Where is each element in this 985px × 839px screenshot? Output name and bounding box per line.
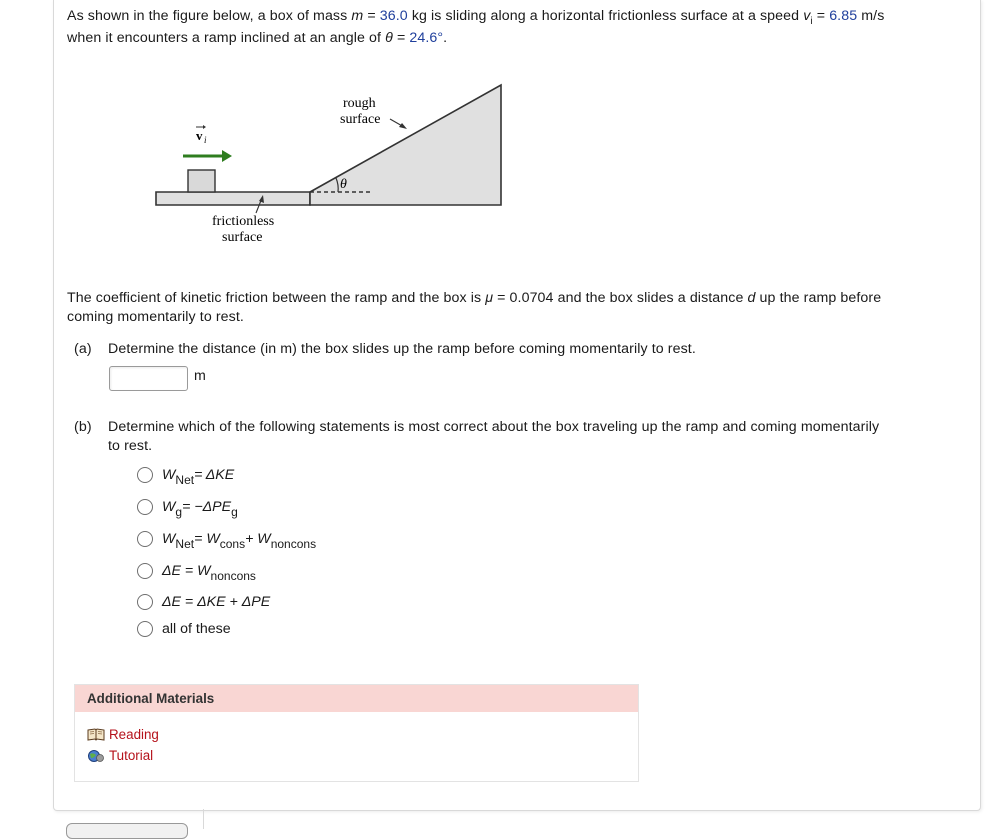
problem-intro-line1: As shown in the figure below, a box of mass m = 36.0 kg is sliding along a horizontal frictionless surface at a speed $v_i = 6.85$ m/s: [67, 8, 885, 27]
radio-button[interactable]: [137, 467, 153, 483]
option-all-of-these[interactable]: all of these: [137, 621, 231, 637]
tutorial-link[interactable]: Tutorial: [87, 748, 153, 763]
mass-value: 36.0: [379, 8, 408, 24]
radio-button[interactable]: [137, 531, 153, 547]
book-icon: [87, 728, 105, 742]
submit-answer-button[interactable]: [66, 823, 188, 839]
tutorial-icon: [87, 749, 105, 763]
additional-materials-panel: [74, 684, 639, 782]
frictionless-floor: [156, 192, 310, 205]
distance-answer-input[interactable]: [109, 366, 188, 391]
frictionless-label-line1: frictionless: [212, 214, 275, 229]
radio-button[interactable]: [137, 594, 153, 610]
option-wg-dpe[interactable]: W g = −ΔPE g: [137, 499, 238, 515]
velocity-arrowhead: [222, 150, 232, 162]
part-a-question: Determine the distance (in m) the box slides up the ramp before coming momentarily to rest.: [108, 341, 696, 357]
option-de-dke-dpe[interactable]: ΔE = ΔKE + ΔPE: [137, 594, 270, 610]
option-wnet-wcons-wnoncons[interactable]: W Net = W cons + W noncons: [137, 531, 316, 547]
mu-value: = 0.0704 and the box slides a distance: [493, 290, 748, 306]
friction-line2: coming momentarily to rest.: [67, 309, 244, 325]
velocity-subscript: i: [204, 135, 207, 145]
part-b-label: (b): [74, 419, 92, 435]
option-de-wnoncons[interactable]: ΔE = W noncons: [137, 563, 256, 579]
radio-button[interactable]: [137, 563, 153, 579]
part-b-question-line2: to rest.: [108, 438, 153, 454]
vector-bar-head: [203, 125, 206, 129]
rough-pointer-head: [399, 123, 407, 129]
distance-unit: m: [194, 368, 206, 384]
box: [188, 170, 215, 192]
speed-value: 6.85: [829, 8, 858, 24]
additional-materials-title: Additional Materials: [75, 685, 638, 712]
angle-label: θ: [340, 177, 347, 192]
velocity-label: v: [196, 128, 203, 143]
angle-value: 24.6°: [409, 30, 444, 46]
frictionless-label-line2: surface: [222, 230, 263, 245]
part-b-question-line1: Determine which of the following statements is most correct about the box traveling up the ramp and coming momentarily: [108, 419, 880, 435]
radio-button[interactable]: [137, 621, 153, 637]
reading-link[interactable]: Reading: [87, 727, 159, 742]
friction-line1: The coefficient of kinetic friction between the ramp and the box is μ = 0.0704 and the box slides a distance d up the ramp before: [67, 290, 882, 306]
ramp-diagram: [150, 82, 510, 252]
rough-label-line2: surface: [340, 112, 381, 127]
part-a-label: (a): [74, 341, 92, 357]
radio-button[interactable]: [137, 499, 153, 515]
option-wnet-dke[interactable]: W Net = ΔKE: [137, 467, 234, 483]
problem-intro-line2: when it encounters a ramp inclined at an angle of θ = 24.6°.: [67, 30, 448, 46]
rough-label-line1: rough: [343, 96, 376, 111]
